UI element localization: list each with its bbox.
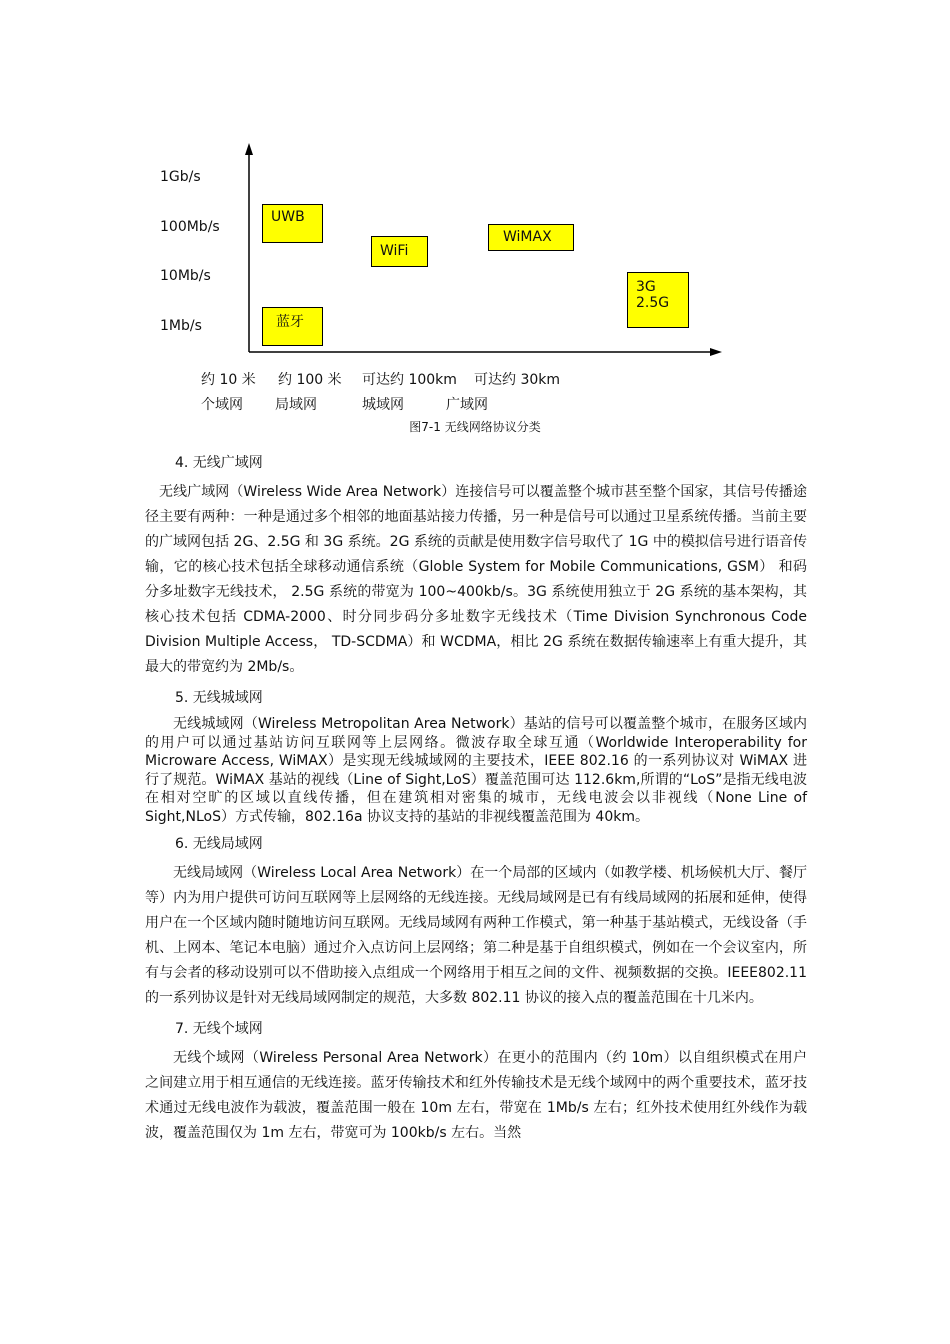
y-label-1mbps: 1Mb/s: [160, 318, 202, 334]
document-body: [145, 450, 807, 1151]
protocol-classification-figure: [0, 0, 950, 450]
3g-box: [627, 272, 689, 328]
x-label-man-name: 城域网: [362, 397, 404, 413]
section-heading: 4. 无线广域网: [175, 455, 263, 471]
3g-label: 3G: [636, 279, 656, 295]
x-label-pan-name: 个域网: [201, 397, 243, 413]
2-5g-label: 2.5G: [636, 295, 670, 311]
section-heading: 6. 无线局域网: [175, 836, 263, 852]
section-lan: [145, 831, 807, 1016]
x-label-wan-range: 可达约 30km: [474, 372, 561, 388]
x-label-lan-name: 局域网: [275, 397, 317, 413]
y-label-10mbps: 10Mb/s: [160, 268, 211, 284]
section-heading: 7. 无线个域网: [175, 1021, 263, 1037]
section-pan: [145, 1016, 807, 1151]
x-label-lan-range: 约 100 米: [278, 372, 342, 388]
section-paragraph: 无线城域网（Wireless Metropolitan Area Network）基站的信号可以覆盖整个城市，在服务区域内的用户可以通过基站访问互联网等上层网络。微波存取全球互通（Worldwide Interoperability for Microware Access, WiMAX）是实现无线城域网的主要技术，IEEE 802.16 的一系列协议对 WiMAX 进行了规范。WiMAX 基站的视线（Line of Sight,LoS）覆盖范围可达 112.6km,所谓的“LoS”是指无线电波在相对空旷的区域以直线传播，但在建筑相对密集的城市，无线电波会以非视线（None Line of Sight,NLoS）方式传输，802.16a 协议支持的基站的非视线覆盖范围为 40km。: [145, 716, 807, 825]
y-label-1gbps: 1Gb/s: [160, 169, 201, 185]
bluetooth-box: 蓝牙: [262, 307, 323, 346]
section-paragraph: 无线局域网（Wireless Local Area Network）在一个局部的区域内（如教学楼、机场候机大厅、餐厅等）内为用户提供可访问互联网等上层网络的无线连接。无线局域网是已有有线局域网的拓展和延伸，使得用户在一个区域内随时随地访问互联网。无线局域网有两种工作模式，第一种基于基站模式，无线设备（手机、上网本、笔记本电脑）通过介入点访问上层网络；第二种是基于自组织模式，例如在一个会议室内，所有与会者的移动设别可以不借助接入点组成一个网络用于相互之间的文件、视频数据的交换。IEEE802.11 的一系列协议是针对无线局域网制定的规范，大多数 802.11 协议的接入点的覆盖范围在十几米内。: [145, 865, 807, 1006]
wifi-box: WiFi: [371, 236, 428, 267]
figure-caption: 图7-1 无线网络协议分类: [409, 420, 541, 434]
x-axis-arrow-icon: [710, 348, 722, 356]
x-label-pan-range: 约 10 米: [201, 372, 256, 388]
section-wan: [145, 450, 807, 685]
section-paragraph: 无线广域网（Wireless Wide Area Network）连接信号可以覆盖整个城市甚至整个国家，其信号传播途径主要有两种：一种是通过多个相邻的地面基站接力传播，另一种是信号可以通过卫星系统传播。当前主要的广域网包括 2G、2.5G 和 3G 系统。2G 系统的贡献是使用数字信号取代了 1G 中的模拟信号进行语音传输，它的核心技术包括全球移动通信系统（Globle System for Mobile Communications, GSM） 和码分多址数字无线技术， 2.5G 系统的带宽为 100~400kb/s。3G 系统使用独立于 2G 系统的基本架构，其核心技术包括 CDMA-2000、时分同步码分多址数字无线技术（Time Division Synchronous Code Division Multiple Access， TD-SCDMA）和 WCDMA，相比 2G 系统在数据传输速率上有重大提升，其最大的带宽约为 2Mb/s。: [145, 484, 807, 675]
section-heading: 5. 无线城域网: [175, 690, 263, 706]
y-label-100mbps: 100Mb/s: [160, 219, 220, 235]
section-man: [145, 685, 807, 831]
section-paragraph: 无线个域网（Wireless Personal Area Network）在更小的范围内（约 10m）以自组织模式在用户之间建立用于相互通信的无线连接。蓝牙传输技术和红外传输技术是无线个域网中的两个重要技术，蓝牙技术通过无线电波作为载波，覆盖范围一般在 10m 左右，带宽在 1Mb/s 左右；红外技术使用红外线作为载波，覆盖范围仅为 1m 左右，带宽可为 100kb/s 左右。当然: [145, 1050, 807, 1141]
y-axis-arrow-icon: [245, 143, 253, 155]
x-label-man-range: 可达约 100km: [362, 372, 457, 388]
wimax-box: WiMAX: [488, 224, 574, 251]
uwb-box: UWB: [262, 204, 323, 243]
x-label-wan-name: 广域网: [446, 397, 488, 413]
